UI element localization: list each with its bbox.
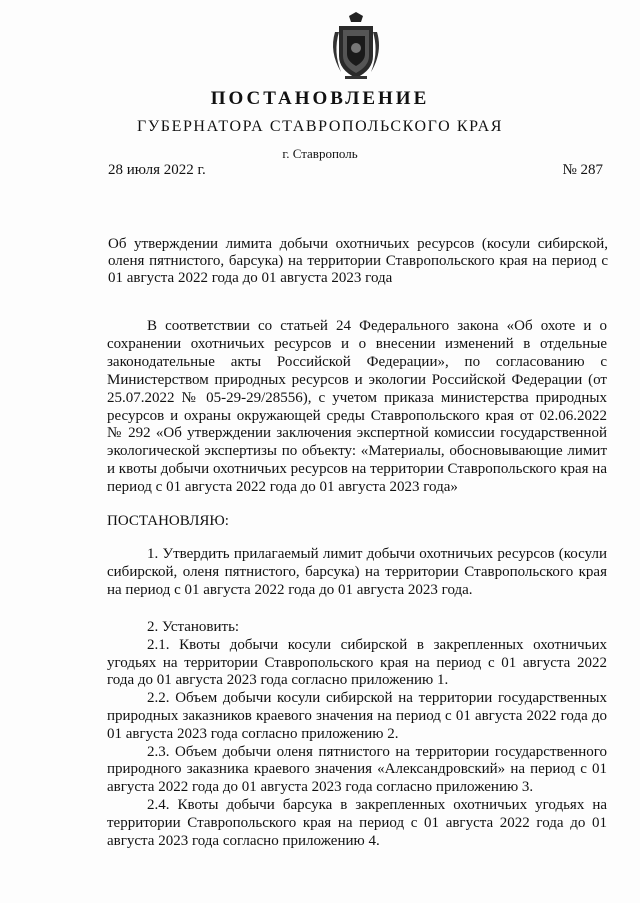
item-2-2: 2.2. Объем добычи косули сибирской на территории государственных природных заказников краевого значения на период с 01 августа 2022 года до 01 августа 2023 года согласно приложению 2. xyxy=(107,690,607,742)
item-2-3: 2.3. Объем добычи оленя пятнистого на территории государственного природного заказника краевого значения «Александровский» на период с 01 августа 2022 года до 01 августа 2023 года согласно приложению 3. xyxy=(107,743,607,796)
issuer-name: ГУБЕРНАТОРА СТАВРОПОЛЬСКОГО КРАЯ xyxy=(137,118,503,135)
document-title: ПОСТАНОВЛЕНИЕ xyxy=(210,88,430,109)
item-2-4: 2.4. Квоты добычи барсука в закрепленных охотничьих угодьях на территории Ставропольского края на период с 01 августа 2022 года до 01 августа 2023 года согласно приложению 4. xyxy=(107,796,607,849)
item-1-text: 1. Утвердить прилагаемый лимит добычи охотничьих ресурсов (косули сибирской, оленя пятнистого, барсука) на территории Ставропольского края на период с 01 августа 2022 года до 01 августа 2023 года. xyxy=(107,546,607,598)
item-1 xyxy=(107,546,607,599)
city: г. Ставрополь xyxy=(282,146,358,161)
document-number: № 287 xyxy=(562,162,603,178)
item-2 xyxy=(107,619,607,850)
preamble-paragraph: В соответствии со статьей 24 Федерального закона «Об охоте и о сохранении охотничьих ресурсов и о внесении изменений в отдельные законодательные акты Российской Федерации», по согласованию с Министерством природных ресурсов и экологии Российской Федерации (от 25.07.2022 № 05-29-29/28556), с учетом приказа министерства природных ресурсов и охраны окружающей среды Ставропольского края от 02.06.2022 № 292 «Об утверждении заключения экспертной комиссии государственной экологической экспертизы по объекту: «Материалы, обосновывающие лимит и квоты добычи охотничьих ресурсов на территории Ставропольского края на период с 01 августа 2022 года до 01 августа 2023 года» xyxy=(107,318,607,496)
item-2-intro: 2. Установить: xyxy=(147,619,240,635)
decree-word: ПОСТАНОВЛЯЮ: xyxy=(107,513,229,529)
item-2-1: 2.1. Квоты добычи косули сибирской в закрепленных охотничьих угодьях на территории Ставропольского края на период с 01 августа 2022 года до 01 августа 2023 года согласно приложению 1. xyxy=(107,636,607,689)
document-subject: Об утверждении лимита добычи охотничьих ресурсов (косули сибирской, оленя пятнистого, барсука) на территории Ставропольского края на период с 01 августа 2022 года до 01 августа 2023 года xyxy=(108,236,608,286)
coat-of-arms-icon xyxy=(327,12,385,82)
document-date: 28 июля 2022 г. xyxy=(108,162,206,178)
